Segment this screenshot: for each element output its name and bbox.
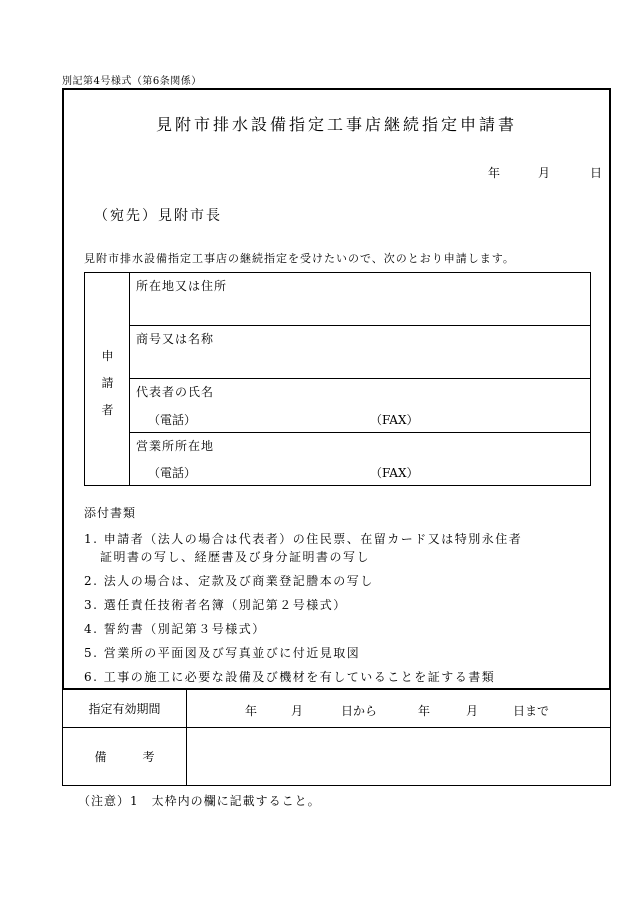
date-day-label: 日 (590, 166, 603, 180)
applicant-label-char: 者 (101, 403, 114, 417)
validity-until: 日まで (513, 704, 550, 718)
validity-month1: 月 (291, 704, 304, 718)
applicant-label-column (85, 273, 130, 485)
attachment-item: 5. 営業所の平面図及び写真並びに付近見取図 (84, 646, 361, 660)
representative-label: 代表者の氏名 (136, 385, 215, 399)
representative-row[interactable] (130, 379, 590, 433)
address-label: 所在地又は住所 (136, 279, 228, 293)
intro-text: 見附市排水設備指定工事店の継続指定を受けたいので、次のとおり申請します。 (84, 252, 515, 265)
addressee: （宛先）見附市長 (94, 208, 222, 224)
address-row[interactable] (130, 273, 590, 326)
validity-row (63, 690, 610, 728)
validity-remarks-table (62, 690, 611, 786)
remarks-label: 備 考 (63, 728, 187, 785)
validity-year1: 年 (245, 704, 258, 718)
trade-name-row[interactable] (130, 326, 590, 379)
applicant-label-char: 申 (101, 349, 114, 363)
attachment-item: 1. 申請者（法人の場合は代表者）の住民票、在留カード又は特別永住者 (84, 532, 523, 546)
trade-name-label: 商号又は名称 (136, 332, 215, 346)
attachment-item: 6. 工事の施工に必要な設備及び機材を有していることを証する書類 (84, 670, 496, 684)
validity-year2: 年 (418, 704, 431, 718)
attachments-title: 添付書類 (84, 506, 137, 520)
validity-from: 日から (341, 704, 378, 718)
office-phone-label: （電話） (148, 466, 197, 480)
date-month-label: 月 (538, 166, 551, 180)
applicant-label-char: 請 (101, 376, 114, 390)
remarks-row[interactable] (63, 728, 610, 785)
attachment-item: 2. 法人の場合は、定款及び商業登記謄本の写し (84, 574, 374, 588)
footnote: （注意）1 太枠内の欄に記載すること。 (78, 794, 321, 808)
office-row[interactable] (130, 433, 590, 485)
rep-phone-label: （電話） (148, 413, 197, 427)
form-number: 別記第4号様式（第6条関係） (62, 76, 202, 87)
attachment-item: 4. 誓約書（別記第３号様式） (84, 622, 266, 636)
rep-fax-label: （FAX） (370, 413, 419, 427)
attachment-item: 3. 選任責任技術者名簿（別記第２号様式） (84, 598, 347, 612)
date-year-label: 年 (488, 166, 501, 180)
attachment-item: 証明書の写し、経歴書及び身分証明書の写し (100, 550, 371, 564)
page-title: 見附市排水設備指定工事店継続指定申請書 (155, 115, 517, 134)
office-fax-label: （FAX） (370, 466, 419, 480)
validity-month2: 月 (466, 704, 479, 718)
validity-label: 指定有効期間 (63, 690, 187, 727)
application-frame (62, 88, 611, 690)
applicant-table (84, 272, 591, 486)
office-label: 営業所所在地 (136, 439, 215, 453)
